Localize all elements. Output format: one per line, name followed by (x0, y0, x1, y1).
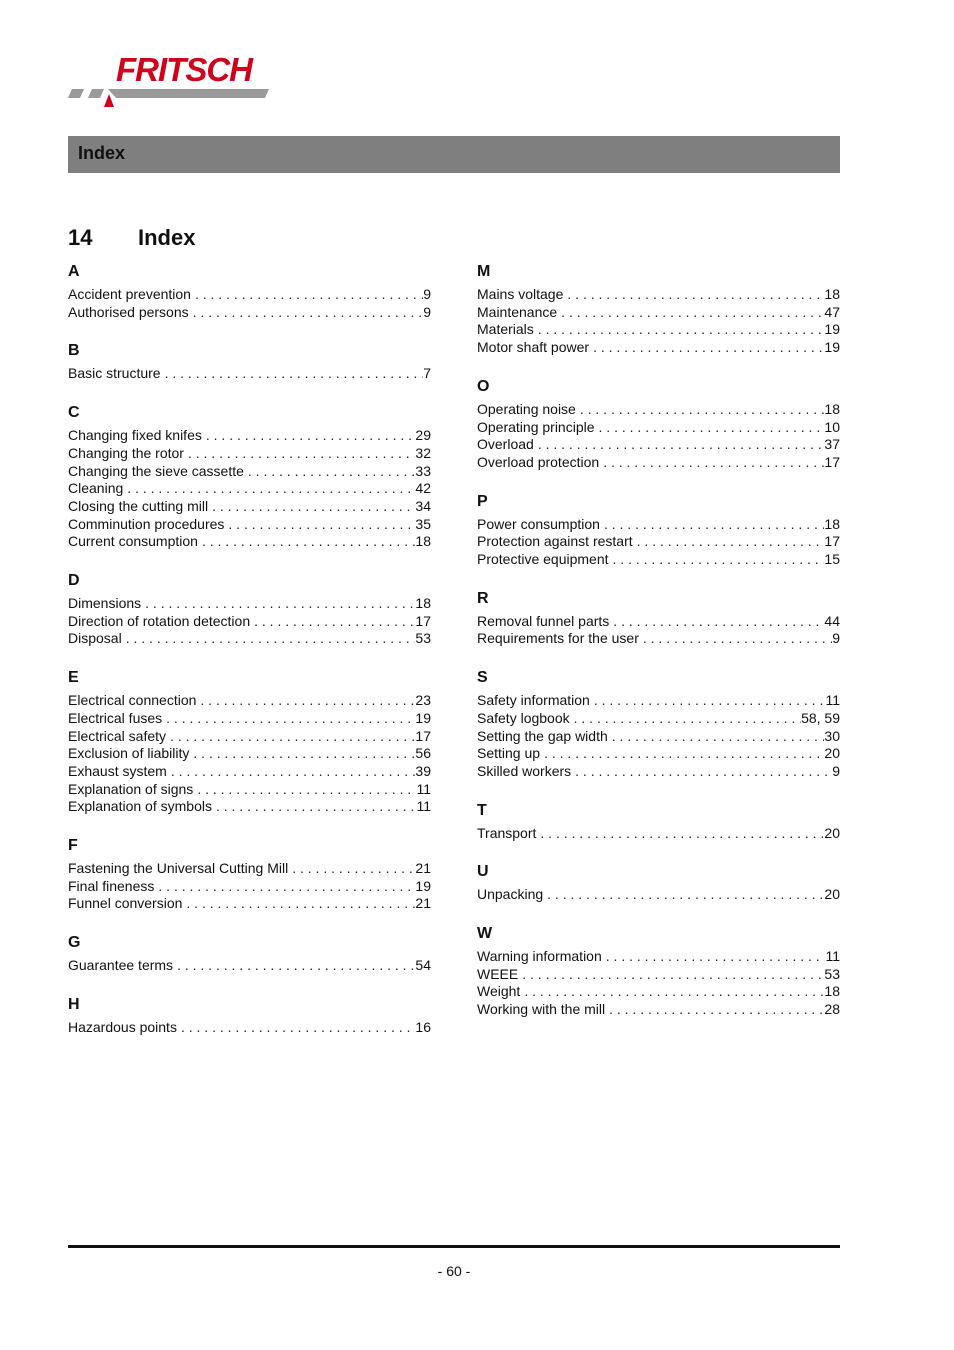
index-entry-leader (173, 957, 415, 975)
fritsch-logo (68, 52, 284, 112)
index-entry-term: Current consumption (68, 533, 198, 550)
index-entry[interactable] (68, 365, 431, 383)
index-entry[interactable] (477, 966, 840, 984)
index-entry-page: 17 (824, 533, 840, 550)
index-entry-leader (244, 463, 416, 481)
index-entry-term: Safety information (477, 692, 590, 709)
index-entry-leader (520, 983, 824, 1001)
index-entry-page: 37 (824, 436, 840, 453)
index-entry[interactable] (477, 454, 840, 472)
index-entry-term: Basic structure (68, 365, 161, 382)
index-entry-leader (167, 763, 416, 781)
index-entry[interactable] (477, 533, 840, 551)
index-letter: O (477, 377, 490, 395)
index-entry[interactable] (68, 595, 431, 613)
index-entry-term: Direction of rotation detection (68, 612, 251, 629)
index-entry[interactable] (477, 948, 840, 966)
index-entry-leader (609, 613, 824, 631)
index-entry-leader (198, 533, 415, 551)
index-entry[interactable] (68, 480, 431, 498)
index-entry[interactable] (477, 436, 840, 454)
index-entry-page: 42 (415, 480, 431, 497)
index-entry-leader (599, 454, 824, 472)
index-group (68, 262, 431, 321)
index-entry-leader (576, 401, 825, 419)
index-column-left (68, 262, 431, 1057)
index-entry-page: 10 (824, 418, 840, 435)
index-letter: T (477, 801, 487, 819)
index-letter: S (477, 669, 488, 687)
index-entry-leader (123, 480, 415, 498)
index-entry-leader (212, 798, 416, 816)
index-group (477, 862, 840, 904)
index-letter: U (477, 863, 489, 881)
index-entry-term: Power consumption (477, 515, 600, 532)
index-entry-term: Disposal (68, 630, 122, 647)
index-entry[interactable] (477, 983, 840, 1001)
index-entry[interactable] (477, 516, 840, 534)
index-entry-term: WEEE (477, 965, 519, 982)
index-entry-term: Final fineness (68, 877, 155, 894)
index-entry[interactable] (68, 630, 431, 648)
index-entry-term: Closing the cutting mill (68, 497, 209, 514)
index-group (477, 668, 840, 781)
index-letter: E (68, 669, 79, 687)
index-entry[interactable] (477, 321, 840, 339)
index-entry-page: 18 (824, 515, 840, 532)
index-entry-term: Fastening the Universal Cutting Mill (68, 860, 289, 877)
index-entry[interactable] (477, 304, 840, 322)
index-entry-term: Transport (477, 824, 537, 841)
index-entry-term: Electrical fuses (68, 709, 163, 726)
index-entry-leader (570, 710, 801, 728)
index-letter: G (68, 934, 81, 952)
index-entry[interactable] (68, 533, 431, 551)
index-entry-term: Setting up (477, 745, 541, 762)
index-entry-page: 18 (415, 595, 431, 612)
index-entry-term: Overload (477, 436, 534, 453)
index-entry[interactable] (68, 781, 431, 799)
index-entry-page: 28 (824, 1001, 840, 1018)
index-letter: A (68, 263, 80, 280)
index-entry[interactable] (477, 692, 840, 710)
index-entry[interactable] (68, 498, 431, 516)
index-entry-page: 9 (832, 630, 840, 647)
index-entry-leader (184, 445, 415, 463)
index-entry[interactable] (68, 304, 431, 322)
index-entry[interactable] (68, 463, 431, 481)
index-group (68, 995, 431, 1037)
index-entry-leader (633, 533, 825, 551)
index-entry-term: Skilled workers (477, 762, 572, 779)
index-entry-leader (534, 321, 825, 339)
index-entry-term: Dimensions (68, 595, 142, 612)
index-entry[interactable] (68, 445, 431, 463)
index-letter: P (477, 492, 488, 510)
index-entry[interactable] (477, 613, 840, 631)
index-entry-page: 16 (415, 1018, 431, 1035)
index-entry-page: 54 (415, 957, 431, 974)
index-entry[interactable] (68, 613, 431, 631)
index-entry[interactable] (68, 516, 431, 534)
index-entry[interactable] (68, 957, 431, 975)
index-entry-term: Changing the sieve cassette (68, 462, 244, 479)
index-entry[interactable] (477, 745, 840, 763)
index-group (477, 377, 840, 472)
index-group (68, 571, 431, 648)
index-entry[interactable] (477, 286, 840, 304)
index-entry-page: 30 (824, 727, 840, 744)
index-entry[interactable] (68, 763, 431, 781)
index-group (477, 801, 840, 843)
index-entry[interactable] (68, 1019, 431, 1037)
index-entry-leader (250, 613, 415, 631)
index-entry[interactable] (477, 630, 840, 648)
index-entry-page: 35 (415, 515, 431, 532)
index-entry[interactable] (477, 401, 840, 419)
index-entry-term: Exhaust system (68, 762, 167, 779)
index-entry[interactable] (477, 419, 840, 437)
index-entry[interactable] (477, 1001, 840, 1019)
index-entry-leader (534, 436, 825, 454)
chapter-title: Index (138, 225, 196, 250)
index-entry-page: 20 (824, 886, 840, 903)
index-entry-leader (563, 286, 824, 304)
index-entry-leader (595, 419, 825, 437)
index-entry[interactable] (68, 427, 431, 445)
index-entry-leader (189, 304, 424, 322)
logo-wordmark: FRITSCH (116, 51, 252, 88)
index-entry[interactable] (477, 886, 840, 904)
section-header-bar (68, 136, 840, 173)
index-entry-page: 32 (415, 444, 431, 461)
index-entry-term: Mains voltage (477, 286, 564, 302)
index-entry-term: Accident prevention (68, 286, 191, 302)
index-entry-page: 17 (415, 727, 431, 744)
index-entry-leader (154, 878, 415, 896)
index-letter: B (68, 342, 80, 360)
index-entry[interactable] (68, 728, 431, 746)
index-letter: R (477, 589, 489, 607)
index-entry-term: Cleaning (68, 480, 124, 497)
index-entry[interactable] (68, 286, 431, 304)
index-entry-page: 19 (415, 709, 431, 726)
index-entry-term: Requirements for the user (477, 630, 639, 647)
index-entry-page: 18 (824, 983, 840, 1000)
index-entry-term: Weight (477, 983, 521, 1000)
index-entry[interactable] (68, 710, 431, 728)
index-entry-term: Authorised persons (68, 303, 189, 320)
index-entry-term: Setting the gap width (477, 727, 608, 744)
index-entry-term: Exclusion of liability (68, 745, 190, 762)
index-group (477, 492, 840, 569)
index-entry-page: 20 (824, 824, 840, 841)
index-entry-page: 29 (415, 427, 431, 444)
index-entry[interactable] (68, 745, 431, 763)
index-entry[interactable] (68, 878, 431, 896)
index-group (68, 933, 431, 975)
index-group (68, 341, 431, 383)
index-entry[interactable] (68, 798, 431, 816)
index-entry-term: Unpacking (477, 886, 544, 903)
index-entry-leader (166, 728, 415, 746)
index-entry[interactable] (477, 763, 840, 781)
index-group (477, 924, 840, 1019)
index-entry-leader (161, 365, 424, 383)
index-letter: C (68, 404, 80, 422)
index-entry-leader (182, 895, 415, 913)
index-entry-leader (196, 692, 415, 710)
index-entry[interactable] (68, 895, 431, 913)
index-entry-leader (639, 630, 832, 648)
index-entry-term: Warning information (477, 948, 602, 965)
index-entry-page: 34 (415, 497, 431, 514)
chapter-heading (68, 224, 195, 252)
index-entry-leader (543, 886, 824, 904)
index-entry-leader (202, 427, 416, 445)
index-entry-leader (518, 966, 824, 984)
index-entry-term: Materials (477, 321, 534, 338)
footer-rule (68, 1245, 840, 1248)
index-entry[interactable] (477, 728, 840, 746)
index-entry-term: Operating noise (477, 400, 576, 417)
index-entry-leader (609, 551, 825, 569)
section-header-title: Index (78, 143, 126, 163)
index-entry-leader (141, 595, 415, 613)
index-entry[interactable] (477, 825, 840, 843)
index-entry-leader (162, 710, 415, 728)
index-entry-leader (589, 339, 824, 357)
index-entry-leader (540, 745, 824, 763)
index-entry-leader (608, 728, 825, 746)
index-entry-term: Funnel conversion (68, 895, 183, 912)
index-entry-page: 21 (415, 895, 431, 912)
index-entry-page: 7 (423, 365, 431, 382)
index-column-right (477, 262, 840, 1039)
index-entry-page: 53 (415, 630, 431, 647)
index-entry-term: Operating principle (477, 418, 595, 435)
index-entry-page: 56 (415, 745, 431, 762)
index-group (68, 668, 431, 816)
index-letter: D (68, 572, 80, 590)
index-entry[interactable] (477, 551, 840, 569)
index-entry-page: 20 (824, 745, 840, 762)
index-entry-leader (571, 763, 832, 781)
index-entry-term: Electrical connection (68, 692, 197, 709)
index-entry-term: Guarantee terms (68, 957, 174, 974)
index-entry[interactable] (477, 710, 840, 728)
index-entry-page: 19 (824, 321, 840, 338)
index-entry-page: 58, 59 (801, 709, 840, 726)
index-letter: M (477, 263, 491, 280)
index-entry-term: Comminution procedures (68, 515, 225, 532)
index-entry-page: 18 (824, 286, 840, 302)
index-letter: W (477, 925, 493, 943)
index-entry-term: Protection against restart (477, 533, 633, 550)
index-group (477, 589, 840, 648)
index-letter: F (68, 837, 78, 855)
index-entry-page: 9 (832, 762, 840, 779)
index-group (68, 403, 431, 551)
index-entry-page: 18 (415, 533, 431, 550)
index-entry-leader (557, 304, 824, 322)
index-entry-leader (602, 948, 826, 966)
index-entry-leader (177, 1019, 415, 1037)
index-entry-term: Changing fixed knifes (68, 427, 202, 444)
index-entry-page: 44 (824, 612, 840, 629)
index-entry-leader (600, 516, 824, 534)
index-entry-term: Explanation of signs (68, 780, 194, 797)
index-entry-page: 39 (415, 762, 431, 779)
index-entry-leader (224, 516, 415, 534)
index-entry-term: Safety logbook (477, 709, 570, 726)
index-entry-term: Changing the rotor (68, 444, 184, 461)
index-entry-term: Protective equipment (477, 551, 609, 568)
index-entry-leader (605, 1001, 824, 1019)
index-entry-page: 15 (824, 551, 840, 568)
index-entry-page: 17 (824, 453, 840, 470)
index-entry-leader (208, 498, 415, 516)
index-entry-page: 11 (825, 692, 840, 709)
index-entry-leader (189, 745, 415, 763)
index-entry-page: 21 (415, 860, 431, 877)
index-entry-term: Motor shaft power (477, 339, 590, 356)
index-entry-page: 18 (824, 400, 840, 417)
index-letter: H (68, 995, 80, 1013)
index-entry-page: 19 (824, 339, 840, 356)
index-entry-page: 11 (825, 948, 840, 965)
index-entry-leader (193, 781, 416, 799)
index-entry-page: 47 (824, 303, 840, 320)
index-entry-page: 11 (416, 780, 431, 797)
index-entry-leader (191, 286, 423, 304)
page-number: - 60 - (437, 1263, 471, 1279)
index-entry-page: 23 (415, 692, 431, 709)
index-entry-term: Explanation of symbols (68, 798, 212, 815)
index-group (477, 262, 840, 357)
index-entry-page: 17 (415, 612, 431, 629)
chapter-number: 14 (68, 225, 93, 250)
index-entry-term: Hazardous points (68, 1018, 177, 1035)
index-entry-leader (590, 692, 826, 710)
index-entry-leader (536, 825, 824, 843)
index-entry[interactable] (477, 339, 840, 357)
index-entry-term: Electrical safety (68, 727, 167, 744)
index-entry-page: 9 (423, 303, 431, 320)
index-entry[interactable] (68, 692, 431, 710)
index-entry-leader (288, 860, 415, 878)
index-entry-term: Overload protection (477, 453, 600, 470)
index-entry-page: 53 (824, 965, 840, 982)
logo-stripe-icon (68, 86, 284, 112)
index-group (68, 836, 431, 913)
index-entry-leader (122, 630, 416, 648)
index-entry[interactable] (68, 860, 431, 878)
index-entry-page: 9 (423, 286, 431, 302)
index-entry-term: Working with the mill (477, 1001, 606, 1018)
index-entry-page: 11 (416, 798, 431, 815)
index-entry-term: Maintenance (477, 303, 558, 320)
index-entry-term: Removal funnel parts (477, 612, 610, 629)
index-entry-page: 19 (415, 877, 431, 894)
index-entry-page: 33 (415, 462, 431, 479)
